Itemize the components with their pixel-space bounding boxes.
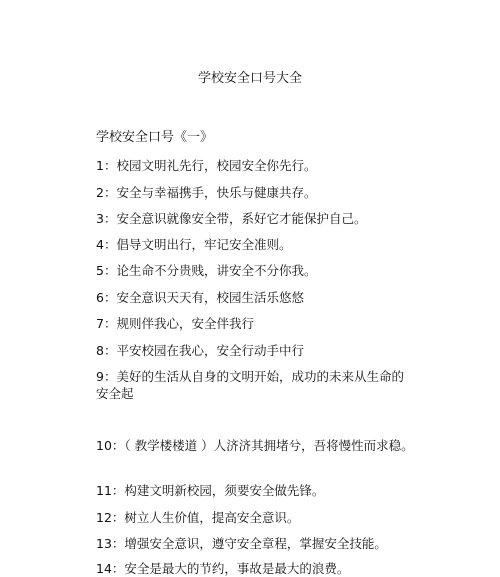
slogan-line-3: 3：安全意识就像安全带，系好它才能保护自己。: [96, 211, 367, 226]
slogan-line-1: 1：校园文明礼先行，校园安全你先行。: [96, 158, 317, 173]
slogan-line-10: 10：（ 教学楼楼道 ）人济济其拥堵兮，吾将慢性而求稳。: [96, 438, 414, 453]
document-title: 学校安全口号大全: [197, 71, 302, 86]
slogan-line-11: 11：构建文明新校园，须要安全做先锋。: [96, 483, 325, 498]
slogan-line-13: 13：增强安全意识，遵守安全章程，掌握安全技能。: [96, 536, 387, 551]
slogan-line-9: 9：美好的生活从自身的文明开始，成功的未来从生命的安全起: [96, 369, 404, 401]
slogan-line-7: 7：规则伴我心，安全伴我行: [96, 316, 254, 331]
slogan-line-8: 8：平安校园在我心，安全行动手中行: [96, 343, 304, 358]
slogan-line-4: 4：倡导文明出行，牢记安全准则。: [96, 237, 292, 252]
slogan-line-5: 5：论生命不分贵贱，讲安全不分你我。: [96, 263, 317, 278]
slogan-line-6: 6：安全意识天天有，校园生活乐悠悠: [96, 290, 304, 305]
slogan-line-12: 12：树立人生价值，提高安全意识。: [96, 510, 300, 525]
slogan-line-14: 14：安全是最大的节约，事故是最大的浪费。: [96, 561, 350, 576]
slogan-line-2: 2：安全与幸福携手，快乐与健康共存。: [96, 185, 317, 200]
section-heading: 学校安全口号《一》: [96, 130, 214, 145]
